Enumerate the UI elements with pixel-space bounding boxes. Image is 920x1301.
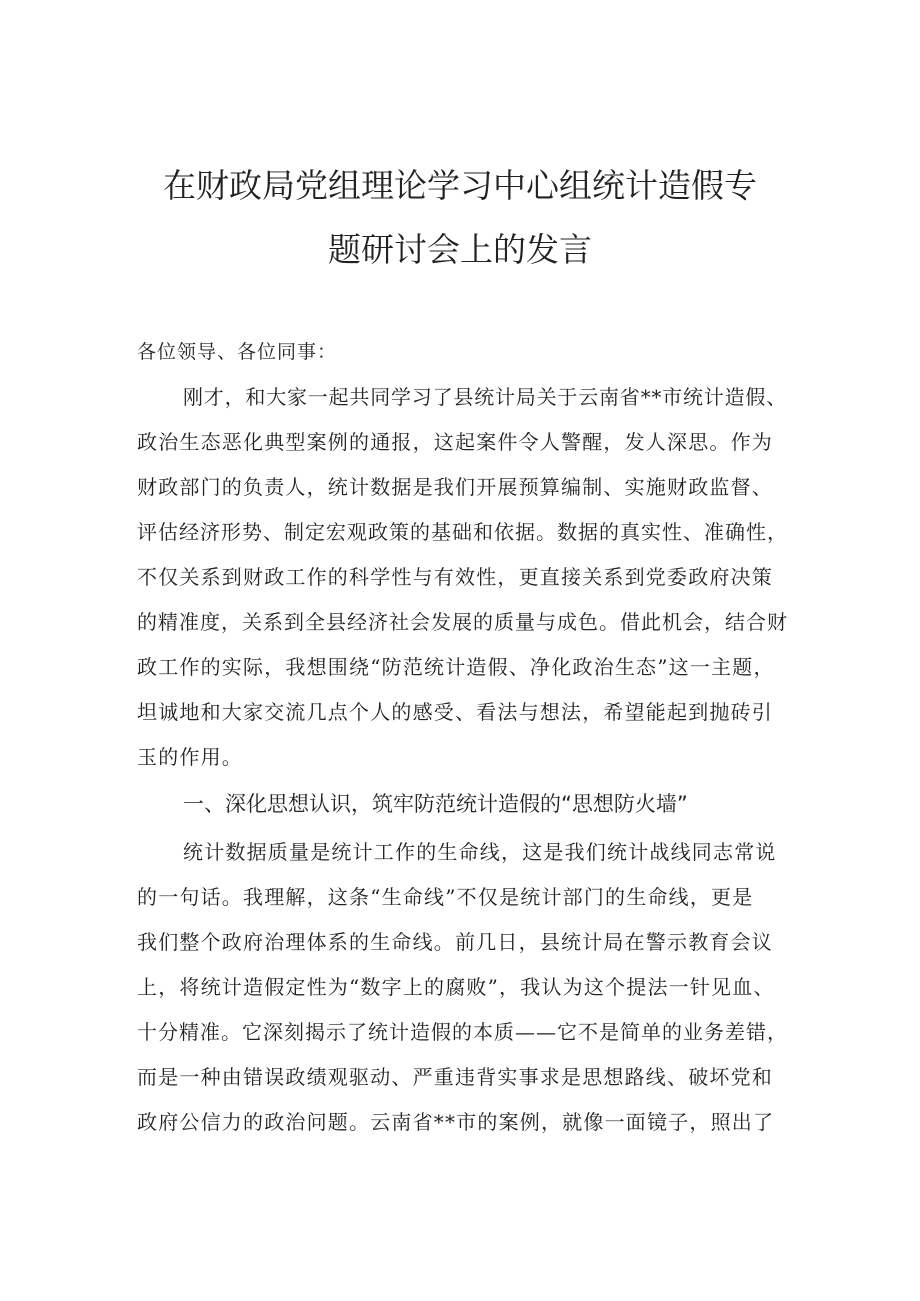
document-title-line-1: 在财政局党组理论学习中心组统计造假专 [163, 166, 757, 205]
paragraph1-line: 刚才，和大家一起共同学习了县统计局关于云南省**市统计造假、 [183, 385, 787, 409]
salutation: 各位领导、各位同事： [137, 341, 338, 363]
paragraph1-line: 坦诚地和大家交流几点个人的感受、看法与想法，希望能起到抛砖引 [137, 700, 773, 724]
paragraph1-line: 政治生态恶化典型案例的通报，这起案件令人警醒，发人深思。作为 [137, 430, 773, 454]
paragraph2-line: 我们整个政府治理体系的生命线。前几日，县统计局在警示教育会议 [137, 930, 773, 954]
paragraph1-line: 的精准度，关系到全县经济社会发展的质量与成色。借此机会，结合财 [137, 610, 788, 634]
paragraph2-line: 上，将统计造假定性为“数字上的腐败”，我认为这个提法一针见血、 [137, 975, 775, 999]
paragraph2-line: 十分精准。它深刻揭示了统计造假的本质——它不是简单的业务差错， [137, 1020, 788, 1044]
paragraph1-line: 评估经济形势、制定宏观政策的基础和依据。数据的真实性、准确性， [137, 520, 788, 544]
section-heading: 一、深化思想认识，筑牢防范统计造假的“思想防火墙” [183, 792, 688, 816]
paragraph2-line: 而是一种由错误政绩观驱动、严重违背实事求是思想路线、破坏党和 [137, 1065, 773, 1089]
document-title-line-2: 题研讨会上的发言 [328, 230, 592, 269]
paragraph1-line: 政工作的实际，我想围绕“防范统计造假、净化政治生态”这一主题， [137, 655, 775, 679]
paragraph2-line: 统计数据质量是统计工作的生命线，这是我们统计战线同志常说 [183, 840, 777, 864]
paragraph2-line: 的一句话。我理解，这条“生命线”不仅是统计部门的生命线，更是 [137, 885, 754, 909]
paragraph1-line: 财政部门的负责人，统计数据是我们开展预算编制、实施财政监督、 [137, 475, 773, 499]
paragraph1-line: 不仅关系到财政工作的科学性与有效性，更直接关系到党委政府决策 [137, 565, 773, 589]
paragraph1-line: 玉的作用。 [137, 745, 243, 769]
paragraph2-line: 政府公信力的政治问题。云南省**市的案例，就像一面镜子，照出了 [137, 1110, 775, 1134]
